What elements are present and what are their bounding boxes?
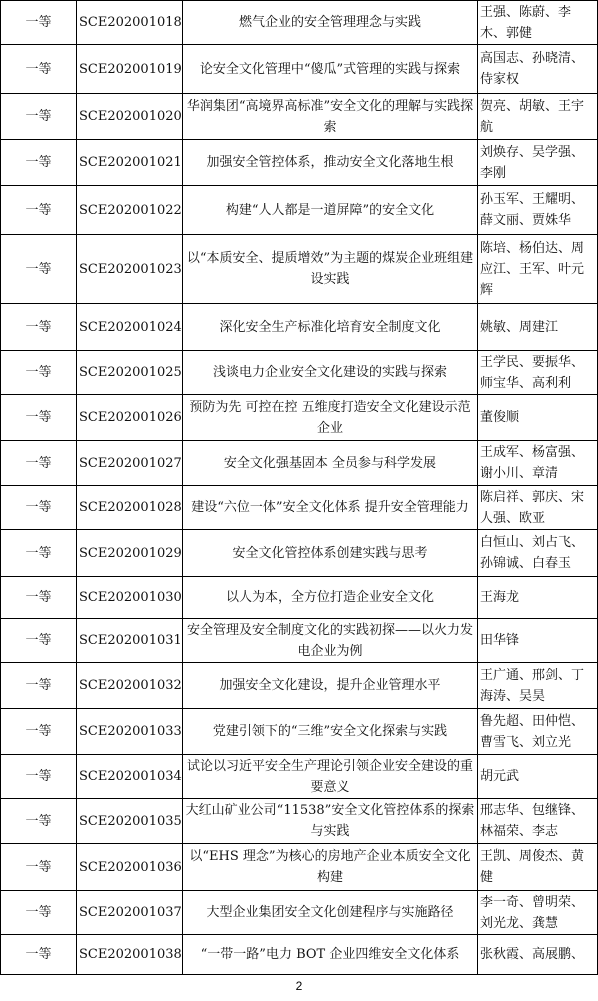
table-row	[1, 530, 598, 577]
table-row	[1, 709, 598, 755]
table-row	[1, 663, 598, 709]
grade-cell: 一等	[1, 935, 77, 975]
authors-cell: 田华锋	[478, 619, 598, 663]
authors-cell: 王学民、要振华、师宝华、高利利	[478, 351, 598, 395]
grade-cell: 一等	[1, 799, 77, 844]
code-cell: SCE202001021	[77, 140, 183, 186]
authors-cell: 姚敏、周建江	[478, 304, 598, 351]
title-cell: 党建引领下的“三维”安全文化探索与实践	[183, 709, 478, 755]
code-cell: SCE202001032	[77, 663, 183, 709]
grade-cell: 一等	[1, 395, 77, 441]
authors-cell: 陈培、杨伯达、周应江、王军、叶元辉	[478, 235, 598, 304]
title-cell: 以“EHS 理念”为核心的房地产企业本质安全文化构建	[183, 844, 478, 891]
code-cell: SCE202001026	[77, 395, 183, 441]
authors-cell: 白恒山、刘占飞、孙锦诚、白春玉	[478, 530, 598, 577]
title-cell: 以人为本，全方位打造企业安全文化	[183, 577, 478, 619]
authors-cell: 胡元武	[478, 755, 598, 799]
authors-cell: 邢志华、包继锋、林福荣、李志	[478, 799, 598, 844]
table-row	[1, 441, 598, 486]
grade-cell: 一等	[1, 351, 77, 395]
authors-cell: 陈启祥、郭庆、宋人强、欧亚	[478, 486, 598, 530]
table-row	[1, 1, 598, 45]
code-cell: SCE202001029	[77, 530, 183, 577]
title-cell: “一带一路”电力 BOT 企业四维安全文化体系	[183, 935, 478, 975]
grade-cell: 一等	[1, 186, 77, 235]
grade-cell: 一等	[1, 45, 77, 94]
title-cell: 建设“六位一体”安全文化体系 提升安全管理能力	[183, 486, 478, 530]
grade-cell: 一等	[1, 304, 77, 351]
code-cell: SCE202001036	[77, 844, 183, 891]
title-cell: 以“本质安全、提质增效”为主题的煤炭企业班组建设实践	[183, 235, 478, 304]
title-cell: 安全管理及安全制度文化的实践初探——以火力发电企业为例	[183, 619, 478, 663]
table-row	[1, 351, 598, 395]
title-cell: 浅谈电力企业安全文化建设的实践与探索	[183, 351, 478, 395]
code-cell: SCE202001020	[77, 94, 183, 140]
authors-cell: 张秋霞、高展鹏、	[478, 935, 598, 975]
authors-cell: 鲁先超、田仲恺、曹雪飞、刘立光	[478, 709, 598, 755]
title-cell: 大红山矿业公司“11538”安全文化管控体系的探索与实践	[183, 799, 478, 844]
title-cell: 安全文化管控体系创建实践与思考	[183, 530, 478, 577]
code-cell: SCE202001035	[77, 799, 183, 844]
table-row	[1, 45, 598, 94]
code-cell: SCE202001034	[77, 755, 183, 799]
title-cell: 深化安全生产标准化培育安全制度文化	[183, 304, 478, 351]
authors-cell: 王广通、邢剑、丁海涛、吴昊	[478, 663, 598, 709]
table-row	[1, 935, 598, 975]
authors-cell: 孙玉军、王耀明、薛文丽、贾姝华	[478, 186, 598, 235]
grade-cell: 一等	[1, 755, 77, 799]
table-row	[1, 235, 598, 304]
table-row	[1, 891, 598, 935]
table-row	[1, 619, 598, 663]
grade-cell: 一等	[1, 94, 77, 140]
grade-cell: 一等	[1, 1, 77, 45]
awards-table-body	[1, 1, 598, 975]
code-cell: SCE202001018	[77, 1, 183, 45]
grade-cell: 一等	[1, 891, 77, 935]
table-row	[1, 94, 598, 140]
authors-cell: 王强、陈蔚、李木、郭健	[478, 1, 598, 45]
code-cell: SCE202001027	[77, 441, 183, 486]
authors-cell: 刘焕存、吴学强、李刚	[478, 140, 598, 186]
code-cell: SCE202001022	[77, 186, 183, 235]
title-cell: 预防为先 可控在控 五维度打造安全文化建设示范企业	[183, 395, 478, 441]
title-cell: 试论以习近平安全生产理论引领企业安全建设的重要意义	[183, 755, 478, 799]
grade-cell: 一等	[1, 577, 77, 619]
table-row	[1, 140, 598, 186]
code-cell: SCE202001023	[77, 235, 183, 304]
title-cell: 大型企业集团安全文化创建程序与实施路径	[183, 891, 478, 935]
grade-cell: 一等	[1, 619, 77, 663]
authors-cell: 董俊顺	[478, 395, 598, 441]
grade-cell: 一等	[1, 663, 77, 709]
code-cell: SCE202001031	[77, 619, 183, 663]
table-row	[1, 486, 598, 530]
authors-cell: 王成军、杨富强、谢小川、章清	[478, 441, 598, 486]
authors-cell: 王海龙	[478, 577, 598, 619]
table-row	[1, 799, 598, 844]
table-row	[1, 844, 598, 891]
title-cell: 华润集团“高境界高标准”安全文化的理解与实践探索	[183, 94, 478, 140]
grade-cell: 一等	[1, 844, 77, 891]
table-row	[1, 755, 598, 799]
code-cell: SCE202001033	[77, 709, 183, 755]
title-cell: 构建“人人都是一道屏障”的安全文化	[183, 186, 478, 235]
authors-cell: 高国志、孙晓清、侍家权	[478, 45, 598, 94]
code-cell: SCE202001028	[77, 486, 183, 530]
title-cell: 燃气企业的安全管理理念与实践	[183, 1, 478, 45]
title-cell: 安全文化强基固本 全员参与科学发展	[183, 441, 478, 486]
grade-cell: 一等	[1, 709, 77, 755]
grade-cell: 一等	[1, 140, 77, 186]
title-cell: 加强安全文化建设，提升企业管理水平	[183, 663, 478, 709]
code-cell: SCE202001037	[77, 891, 183, 935]
authors-cell: 李一奇、曾明荣、刘光龙、龚慧	[478, 891, 598, 935]
page-number: 2	[295, 979, 303, 993]
code-cell: SCE202001019	[77, 45, 183, 94]
grade-cell: 一等	[1, 441, 77, 486]
code-cell: SCE202001025	[77, 351, 183, 395]
grade-cell: 一等	[1, 530, 77, 577]
table-row	[1, 186, 598, 235]
table-row	[1, 577, 598, 619]
authors-cell: 贺亮、胡敏、王宇航	[478, 94, 598, 140]
authors-cell: 王凯、周俊杰、黄健	[478, 844, 598, 891]
title-cell: 论安全文化管理中“傻瓜”式管理的实践与探索	[183, 45, 478, 94]
table-row	[1, 304, 598, 351]
code-cell: SCE202001030	[77, 577, 183, 619]
grade-cell: 一等	[1, 235, 77, 304]
table-row	[1, 395, 598, 441]
title-cell: 加强安全管控体系，推动安全文化落地生根	[183, 140, 478, 186]
grade-cell: 一等	[1, 486, 77, 530]
code-cell: SCE202001024	[77, 304, 183, 351]
code-cell: SCE202001038	[77, 935, 183, 975]
